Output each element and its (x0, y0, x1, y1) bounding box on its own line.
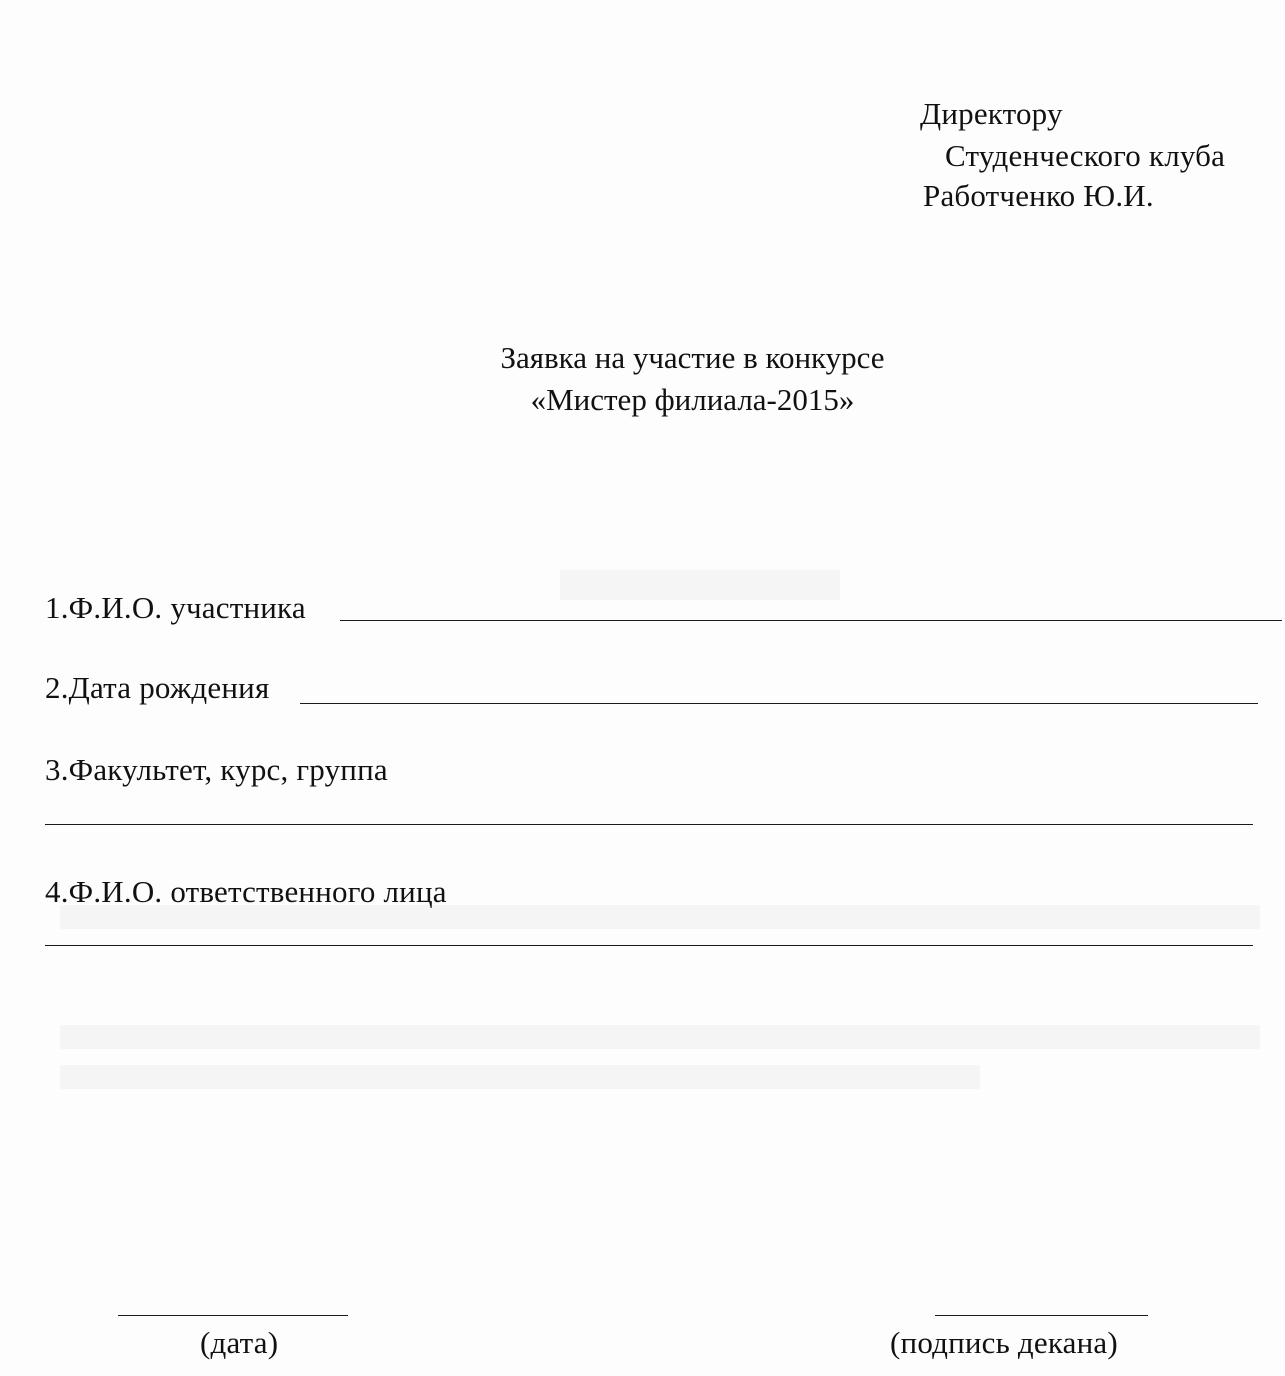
date-caption: (дата) (200, 1325, 279, 1360)
addressee-name: Работченко Ю.И. (923, 178, 1154, 213)
addressee-organization: Студенческого клуба (945, 138, 1226, 173)
reverse-side-show-through (60, 1025, 1260, 1049)
reverse-side-show-through (560, 570, 840, 600)
birth-date-blank[interactable] (300, 703, 1258, 704)
field-label-faculty-course-group: 3.Факультет, курс, группа (45, 752, 388, 787)
dean-signature-blank[interactable] (935, 1315, 1148, 1316)
contest-name: «Мистер филиала-2015» (530, 382, 855, 417)
document-title: Заявка на участие в конкурсе (500, 340, 885, 375)
addressee-position: Директору (920, 96, 1063, 131)
faculty-course-group-blank[interactable] (45, 824, 1253, 825)
participant-name-blank[interactable] (340, 620, 1282, 621)
field-label-birth-date: 2.Дата рождения (45, 670, 270, 705)
reverse-side-show-through (60, 1065, 980, 1089)
responsible-person-blank[interactable] (45, 945, 1253, 946)
date-blank[interactable] (118, 1315, 348, 1316)
field-label-participant-name: 1.Ф.И.О. участника (45, 590, 306, 625)
field-label-responsible-person: 4.Ф.И.О. ответственного лица (45, 874, 447, 909)
dean-signature-caption: (подпись декана) (890, 1325, 1118, 1360)
